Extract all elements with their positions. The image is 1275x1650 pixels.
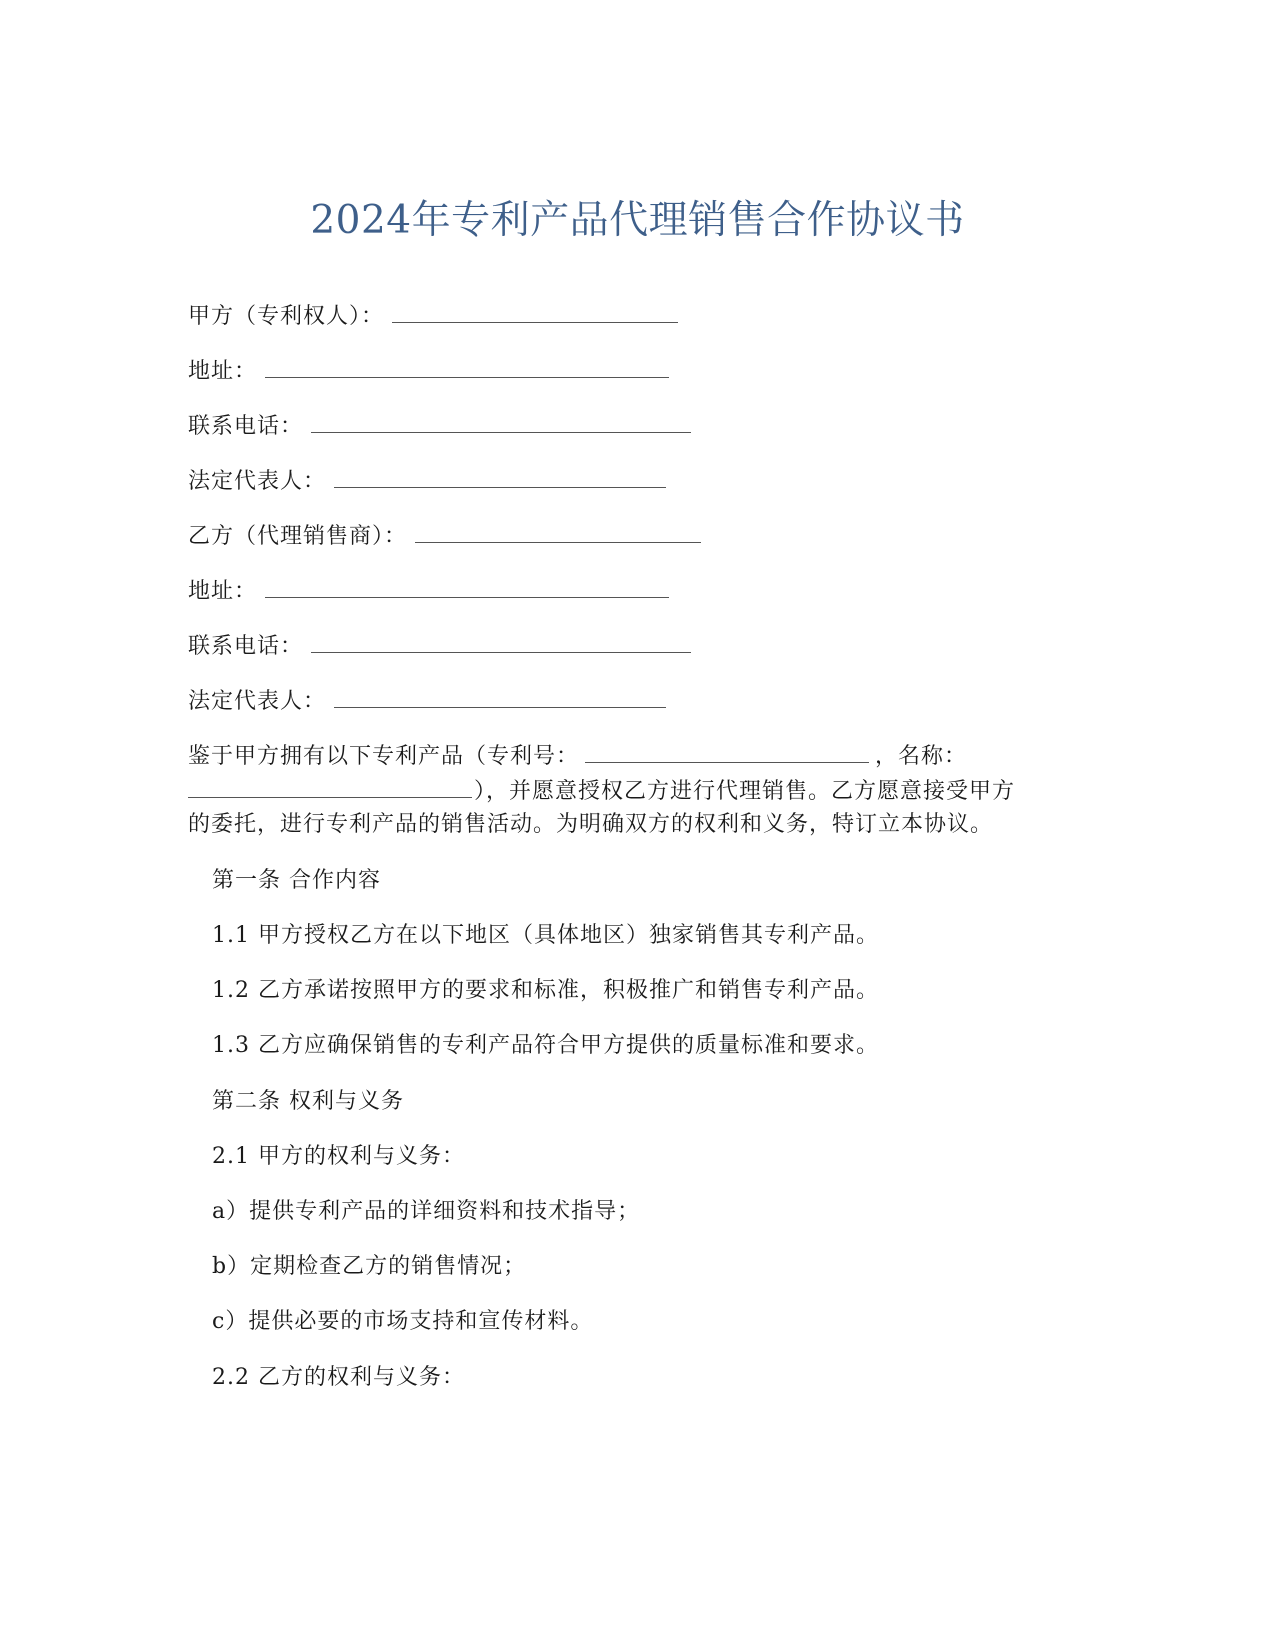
party-a-legal-rep-label: 法定代表人： — [188, 469, 327, 494]
party-b-blank[interactable] — [415, 520, 701, 543]
party-a-address-label: 地址： — [188, 359, 258, 384]
product-name-blank[interactable] — [188, 775, 472, 798]
party-a-field — [188, 300, 678, 332]
preamble-part4: 的委托，进行专利产品的销售活动。为明确双方的权利和义务，特订立本协议。 — [188, 812, 994, 837]
party-b-legal-rep-field — [188, 685, 666, 717]
party-a-phone-blank[interactable] — [311, 410, 691, 433]
party-b-legal-rep-blank[interactable] — [334, 685, 666, 708]
party-b-legal-rep-label: 法定代表人： — [188, 689, 327, 714]
party-b-address-label: 地址： — [188, 579, 258, 604]
party-b-phone-blank[interactable] — [311, 630, 691, 653]
party-a-address-blank[interactable] — [265, 355, 669, 378]
party-b-label: 乙方（代理销售商）： — [188, 524, 408, 549]
party-a-legal-rep-blank[interactable] — [334, 465, 666, 488]
clause-1-2: 1.2 乙方承诺按照甲方的要求和标准，积极推广和销售专利产品。 — [212, 978, 879, 1003]
party-a-label: 甲方（专利权人）： — [188, 304, 385, 329]
party-a-legal-rep-field — [188, 465, 666, 497]
article-1-heading: 第一条 合作内容 — [212, 868, 381, 893]
section-2-2-heading: 2.2 乙方的权利与义务： — [212, 1365, 465, 1390]
party-b-address-blank[interactable] — [265, 575, 669, 598]
party-b-phone-label: 联系电话： — [188, 634, 304, 659]
section-2-1-heading: 2.1 甲方的权利与义务： — [212, 1144, 465, 1169]
preamble-part3: ），并愿意授权乙方进行代理销售。乙方愿意接受甲方 — [474, 779, 1016, 804]
document-title: 2024年专利产品代理销售合作协议书 — [310, 198, 965, 243]
party-a-blank[interactable] — [392, 300, 678, 323]
party-b-field — [188, 520, 701, 552]
party-a-address-field — [188, 355, 669, 387]
party-a-phone-field — [188, 410, 691, 442]
clause-1-1: 1.1 甲方授权乙方在以下地区（具体地区）独家销售其专利产品。 — [212, 923, 879, 948]
patent-number-blank[interactable] — [585, 740, 869, 763]
section-2-1-item-c: c）提供必要的市场支持和宣传材料。 — [212, 1309, 594, 1334]
party-b-address-field — [188, 575, 669, 607]
preamble-line-1 — [188, 740, 967, 772]
preamble-part1: 鉴于甲方拥有以下专利产品（专利号： — [188, 744, 580, 769]
article-2-heading: 第二条 权利与义务 — [212, 1089, 404, 1114]
party-a-phone-label: 联系电话： — [188, 414, 304, 439]
preamble-line-2 — [188, 775, 1015, 807]
section-2-1-item-b: b）定期检查乙方的销售情况； — [212, 1254, 527, 1279]
party-b-phone-field — [188, 630, 691, 662]
clause-1-3: 1.3 乙方应确保销售的专利产品符合甲方提供的质量标准和要求。 — [212, 1033, 879, 1058]
section-2-1-item-a: a）提供专利产品的详细资料和技术指导； — [212, 1199, 641, 1224]
preamble-line-3 — [188, 810, 993, 840]
preamble-part2: ，名称： — [875, 744, 968, 769]
